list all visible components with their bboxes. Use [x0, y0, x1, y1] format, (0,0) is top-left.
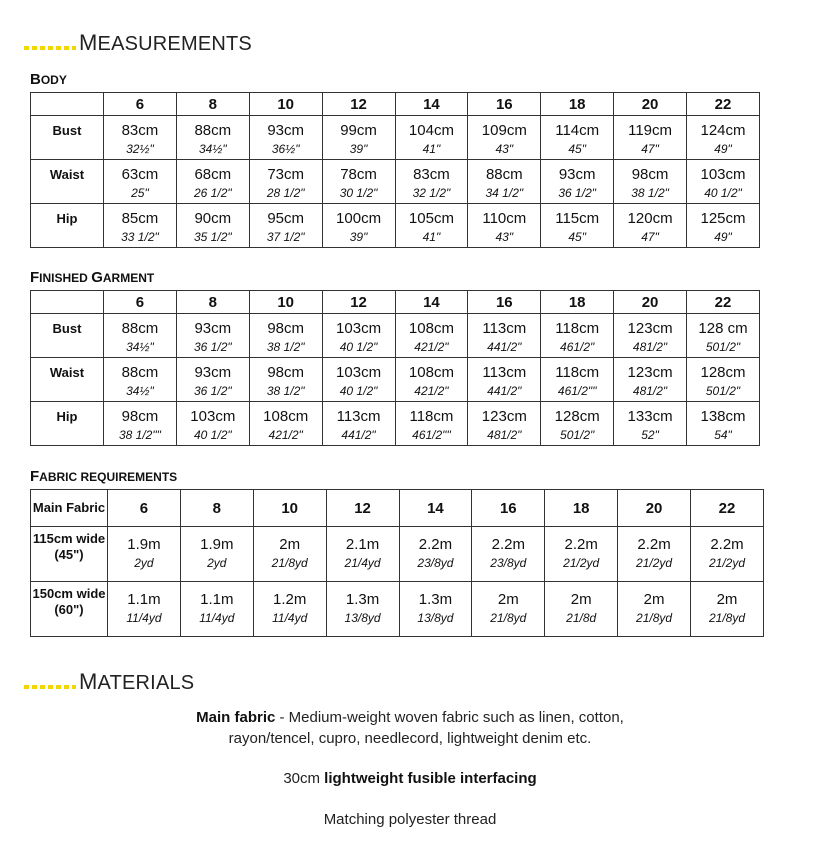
metric-value: 2m	[716, 591, 738, 608]
size-header: 10	[249, 93, 322, 116]
table-cell	[468, 116, 541, 160]
table-cell	[180, 527, 253, 582]
size-header: 12	[322, 291, 395, 314]
size-header: 10	[249, 291, 322, 314]
imperial-value: 33 1/2"	[121, 230, 159, 244]
size-header: 6	[104, 291, 177, 314]
table-cell	[322, 204, 395, 248]
imperial-value: 37 1/2"	[266, 230, 305, 244]
metric-value: 78cm	[340, 166, 377, 183]
imperial-value: 40 1/2"	[704, 186, 742, 200]
size-header: 18	[541, 291, 614, 314]
metric-value: 88cm	[121, 320, 159, 337]
metric-value: 98cm	[631, 166, 669, 183]
metric-value: 120cm	[627, 210, 673, 227]
table-row	[31, 527, 764, 582]
row-label: Bust	[31, 314, 104, 358]
imperial-value: 421/2"	[268, 428, 303, 442]
table-row	[31, 582, 764, 637]
table-cell	[249, 358, 322, 402]
metric-value: 128cm	[700, 364, 746, 381]
metric-value: 123cm	[627, 320, 673, 337]
imperial-value: 2yd	[134, 556, 154, 570]
table-cell	[614, 402, 687, 446]
table-cell	[541, 314, 614, 358]
imperial-value: 30 1/2"	[339, 186, 378, 200]
metric-value: 103cm	[700, 166, 746, 183]
table-cell	[249, 314, 322, 358]
header-label-cell: Main Fabric	[31, 490, 108, 527]
metric-value: 110cm	[482, 210, 527, 227]
table-cell	[687, 314, 760, 358]
size-header: 16	[472, 490, 545, 527]
body-measurements-table	[30, 92, 760, 248]
table-cell	[104, 402, 177, 446]
imperial-value: 461/2""	[557, 384, 597, 398]
metric-value: 138cm	[700, 408, 746, 425]
imperial-value: 21/8yd	[271, 556, 308, 570]
metric-value: 2m	[570, 591, 592, 608]
row-label: 115cm wide (45")	[31, 527, 108, 582]
imperial-value: 21/8yd	[490, 611, 527, 625]
header-label-cell	[31, 93, 104, 116]
size-header: 22	[691, 490, 764, 527]
size-header: 14	[395, 93, 468, 116]
table-cell	[541, 358, 614, 402]
metric-value: 88cm	[194, 122, 232, 139]
size-header: 20	[614, 93, 687, 116]
imperial-value: 34½"	[199, 142, 227, 156]
imperial-value: 25"	[131, 186, 149, 200]
imperial-value: 52"	[641, 428, 659, 442]
metric-value: 88cm	[485, 166, 523, 183]
table-cell	[249, 204, 322, 248]
imperial-value: 23/8yd	[490, 556, 527, 570]
table-cell	[176, 314, 249, 358]
table-cell	[180, 582, 253, 637]
table-cell	[472, 582, 545, 637]
table-row	[31, 204, 760, 248]
table-cell	[395, 116, 468, 160]
table-cell	[541, 160, 614, 204]
table-row	[31, 402, 760, 446]
imperial-value: 34½"	[126, 340, 154, 354]
imperial-value: 461/2"	[560, 340, 595, 354]
imperial-value: 461/2""	[412, 428, 451, 442]
imperial-value: 481/2"	[632, 340, 668, 354]
imperial-value: 501/2"	[705, 384, 741, 398]
metric-value: 95cm	[267, 210, 305, 227]
size-header: 14	[399, 490, 472, 527]
imperial-value: 441/2"	[487, 384, 522, 398]
metric-value: 83cm	[413, 166, 450, 183]
imperial-value: 40 1/2"	[339, 340, 378, 354]
size-header: 16	[468, 291, 541, 314]
metric-value: 108cm	[263, 408, 309, 425]
metric-value: 113cm	[482, 364, 527, 381]
table-row	[31, 314, 760, 358]
imperial-value: 421/2"	[414, 384, 449, 398]
imperial-value: 36 1/2"	[194, 384, 232, 398]
table-cell	[176, 160, 249, 204]
metric-value: 2.2m	[710, 536, 744, 553]
size-header: 18	[541, 93, 614, 116]
metric-value: 118cm	[555, 320, 600, 337]
table-cell	[395, 358, 468, 402]
table-cell	[322, 402, 395, 446]
table-row	[31, 160, 760, 204]
imperial-value: 54"	[714, 428, 732, 442]
table-cell	[176, 204, 249, 248]
table-cell	[614, 204, 687, 248]
imperial-value: 38 1/2"	[266, 384, 305, 398]
imperial-value: 21/2yd	[636, 556, 673, 570]
metric-value: 99cm	[340, 122, 377, 139]
imperial-value: 47"	[641, 230, 659, 244]
imperial-value: 21/2yd	[708, 556, 746, 570]
metric-value: 90cm	[194, 210, 232, 227]
size-header: 22	[687, 93, 760, 116]
metric-value: 103cm	[190, 408, 236, 425]
table-cell	[322, 160, 395, 204]
imperial-value: 26 1/2"	[194, 186, 232, 200]
metric-value: 105cm	[408, 210, 454, 227]
imperial-value: 32 1/2"	[412, 186, 451, 200]
fabric-requirements-table	[30, 489, 764, 637]
table-cell	[253, 582, 326, 637]
table-cell	[104, 314, 177, 358]
imperial-value: 45"	[568, 230, 586, 244]
size-header-row	[31, 291, 760, 314]
metric-value: 113cm	[482, 320, 527, 337]
table-cell	[249, 116, 322, 160]
metric-value: 2.2m	[564, 536, 598, 553]
size-header-row	[31, 93, 760, 116]
imperial-value: 421/2"	[414, 340, 449, 354]
metric-value: 125cm	[700, 210, 746, 227]
imperial-value: 11/4yd	[126, 611, 162, 625]
metric-value: 118cm	[555, 364, 600, 381]
metric-value: 98cm	[267, 320, 305, 337]
size-header: 22	[687, 291, 760, 314]
metric-value: 93cm	[194, 364, 232, 381]
metric-value: 2.2m	[491, 536, 525, 553]
row-label: Waist	[31, 358, 104, 402]
metric-value: 123cm	[481, 408, 527, 425]
interfacing-text: 30cm lightweight fusible interfacing	[283, 770, 537, 787]
imperial-value: 441/2"	[487, 340, 522, 354]
imperial-value: 11/4yd	[199, 611, 235, 625]
size-header: 12	[326, 490, 399, 527]
table-cell	[395, 160, 468, 204]
table-row	[31, 116, 760, 160]
metric-value: 133cm	[627, 408, 673, 425]
table-cell	[468, 204, 541, 248]
table-cell	[687, 116, 760, 160]
size-header: 20	[614, 291, 687, 314]
table-cell	[541, 204, 614, 248]
imperial-value: 39"	[349, 230, 368, 244]
table-cell	[104, 204, 177, 248]
table-cell	[322, 116, 395, 160]
size-header-row	[31, 490, 764, 527]
dotted-accent	[24, 46, 76, 50]
imperial-value: 34 1/2"	[485, 186, 524, 200]
imperial-value: 34½"	[126, 384, 154, 398]
metric-value: 73cm	[267, 166, 305, 183]
header-label-cell	[31, 291, 104, 314]
table-cell	[541, 116, 614, 160]
table-cell	[108, 582, 181, 637]
row-label: Bust	[31, 116, 104, 160]
imperial-value: 21/8yd	[708, 611, 746, 625]
imperial-value: 40 1/2"	[194, 428, 232, 442]
materials-heading: MATERIALS	[24, 669, 194, 695]
imperial-value: 41"	[422, 142, 441, 156]
table-cell	[687, 358, 760, 402]
metric-value: 93cm	[558, 166, 596, 183]
metric-value: 1.1m	[127, 591, 161, 608]
metric-value: 93cm	[267, 122, 305, 139]
imperial-value: 21/4yd	[344, 556, 381, 570]
table-cell	[545, 527, 618, 582]
size-header: 6	[104, 93, 177, 116]
table-cell	[253, 527, 326, 582]
metric-value: 115cm	[555, 210, 600, 227]
table-cell	[249, 402, 322, 446]
imperial-value: 49"	[714, 230, 732, 244]
metric-value: 108cm	[408, 364, 454, 381]
size-header: 8	[176, 291, 249, 314]
table-cell	[468, 314, 541, 358]
finished-garment-subheading: FINISHED GARMENT	[30, 269, 155, 286]
finished-garment-table	[30, 290, 760, 446]
imperial-value: 38 1/2"	[631, 186, 669, 200]
imperial-value: 501/2"	[560, 428, 595, 442]
metric-value: 1.3m	[345, 591, 380, 608]
size-header: 20	[618, 490, 691, 527]
table-cell	[614, 116, 687, 160]
metric-value: 2.1m	[345, 536, 380, 553]
size-header: 16	[468, 93, 541, 116]
imperial-value: 45"	[568, 142, 586, 156]
metric-value: 103cm	[336, 364, 382, 381]
table-cell	[618, 582, 691, 637]
row-label: Hip	[31, 402, 104, 446]
measurements-heading: MEASUREMENTS	[24, 30, 252, 56]
table-cell	[691, 582, 764, 637]
metric-value: 83cm	[121, 122, 159, 139]
imperial-value: 21/2yd	[563, 556, 600, 570]
metric-value: 2.2m	[418, 536, 453, 553]
metric-value: 2m	[643, 591, 665, 608]
table-cell	[176, 116, 249, 160]
metric-value: 1.2m	[273, 591, 307, 608]
imperial-value: 36 1/2"	[194, 340, 232, 354]
metric-value: 104cm	[408, 122, 454, 139]
imperial-value: 2yd	[207, 556, 227, 570]
metric-value: 93cm	[194, 320, 232, 337]
table-cell	[687, 204, 760, 248]
size-header: 14	[395, 291, 468, 314]
metric-value: 2m	[497, 591, 519, 608]
row-label: Hip	[31, 204, 104, 248]
table-cell	[472, 527, 545, 582]
imperial-value: 501/2"	[705, 340, 741, 354]
table-cell	[468, 160, 541, 204]
table-cell	[468, 358, 541, 402]
imperial-value: 21/8d	[566, 611, 597, 625]
row-label: Waist	[31, 160, 104, 204]
imperial-value: 47"	[641, 142, 659, 156]
table-row	[31, 358, 760, 402]
table-cell	[104, 116, 177, 160]
metric-value: 2.2m	[637, 536, 671, 553]
table-cell	[541, 402, 614, 446]
table-cell	[326, 582, 399, 637]
body-subheading: BODY	[30, 71, 67, 88]
table-cell	[176, 402, 249, 446]
metric-value: 63cm	[121, 166, 159, 183]
imperial-value: 39"	[349, 142, 368, 156]
imperial-value: 23/8yd	[417, 556, 454, 570]
metric-value: 103cm	[336, 320, 382, 337]
size-header: 6	[108, 490, 181, 527]
imperial-value: 11/4yd	[272, 611, 308, 625]
imperial-value: 13/8yd	[344, 611, 381, 625]
metric-value: 98cm	[267, 364, 305, 381]
table-cell	[614, 314, 687, 358]
size-header: 8	[176, 93, 249, 116]
metric-value: 109cm	[481, 122, 527, 139]
thread-text: Matching polyester thread	[323, 811, 497, 828]
imperial-value: 481/2"	[487, 428, 522, 442]
table-cell	[691, 527, 764, 582]
size-header: 18	[545, 490, 618, 527]
metric-value: 114cm	[555, 122, 600, 139]
imperial-value: 481/2"	[632, 384, 668, 398]
metric-value: 98cm	[121, 408, 159, 425]
table-cell	[614, 358, 687, 402]
row-label: 150cm wide (60")	[31, 582, 108, 637]
metric-value: 113cm	[336, 408, 381, 425]
metric-value: 100cm	[336, 210, 382, 227]
table-cell	[399, 582, 472, 637]
table-cell	[322, 358, 395, 402]
size-header: 12	[322, 93, 395, 116]
fabric-requirements-subheading: FABRIC REQUIREMENTS	[30, 468, 178, 485]
metric-value: 1.3m	[418, 591, 453, 608]
table-cell	[322, 314, 395, 358]
table-cell	[545, 582, 618, 637]
table-cell	[468, 402, 541, 446]
imperial-value: 32½"	[126, 142, 154, 156]
metric-value: 119cm	[628, 122, 673, 139]
imperial-value: 38 1/2""	[118, 428, 161, 442]
table-cell	[104, 358, 177, 402]
imperial-value: 40 1/2"	[339, 384, 378, 398]
metric-value: 85cm	[121, 210, 159, 227]
dotted-accent	[24, 685, 76, 689]
imperial-value: 21/8yd	[636, 611, 673, 625]
metric-value: 1.9m	[200, 536, 234, 553]
table-cell	[395, 314, 468, 358]
metric-value: 2m	[279, 536, 301, 553]
imperial-value: 36½"	[271, 142, 300, 156]
metric-value: 128 cm	[698, 320, 748, 337]
table-cell	[395, 204, 468, 248]
metric-value: 1.9m	[127, 536, 161, 553]
size-header: 8	[180, 490, 253, 527]
imperial-value: 41"	[422, 230, 441, 244]
imperial-value: 441/2"	[341, 428, 376, 442]
table-cell	[399, 527, 472, 582]
table-cell	[618, 527, 691, 582]
table-cell	[687, 402, 760, 446]
table-cell	[687, 160, 760, 204]
table-cell	[614, 160, 687, 204]
metric-value: 124cm	[700, 122, 746, 139]
metric-value: 123cm	[627, 364, 673, 381]
imperial-value: 28 1/2"	[266, 186, 305, 200]
table-cell	[395, 402, 468, 446]
metric-value: 1.1m	[200, 591, 234, 608]
main-fabric-text: Main fabric - Medium-weight woven fabric such as linen, cotton, rayon/tencel, cupro, needlecord, lightweight denim etc.	[196, 709, 624, 747]
metric-value: 68cm	[194, 166, 232, 183]
metric-value: 108cm	[408, 320, 454, 337]
metric-value: 118cm	[409, 408, 454, 425]
imperial-value: 43"	[495, 142, 514, 156]
metric-value: 88cm	[121, 364, 159, 381]
metric-value: 128cm	[554, 408, 600, 425]
table-cell	[108, 527, 181, 582]
imperial-value: 43"	[495, 230, 514, 244]
imperial-value: 13/8yd	[417, 611, 454, 625]
table-cell	[249, 160, 322, 204]
imperial-value: 36 1/2"	[558, 186, 596, 200]
table-cell	[326, 527, 399, 582]
table-cell	[104, 160, 177, 204]
size-header: 10	[253, 490, 326, 527]
imperial-value: 38 1/2"	[266, 340, 305, 354]
table-cell	[176, 358, 249, 402]
imperial-value: 35 1/2"	[194, 230, 232, 244]
imperial-value: 49"	[714, 142, 732, 156]
